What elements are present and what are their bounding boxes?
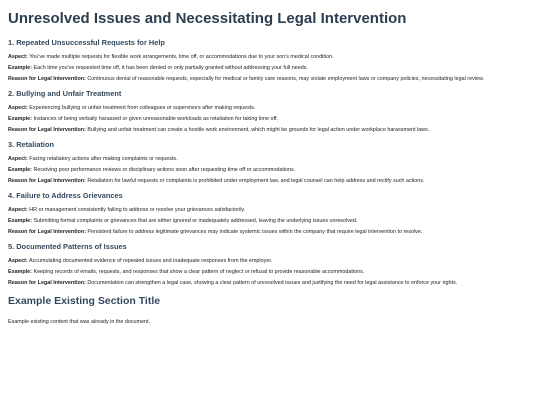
section-heading: 3. Retaliation [8, 140, 54, 149]
aspect-text: You've made multiple requests for flexible work arrangements, time off, or accommodations due to your son's medical condition. [29, 54, 334, 60]
aspect-text: Accumulating documented evidence of repeated issues and inadequate responses from the employer. [28, 258, 273, 264]
example-text: Receiving poor performance reviews or disciplinary actions soon after requesting time off or accommodations. [33, 167, 296, 173]
issue-section-2 [8, 89, 532, 134]
example-row [8, 217, 532, 225]
reason-text: Bullying and unfair treatment can create a hostile work environment, which might be grounds for legal action under workplace harassment laws. [87, 127, 430, 133]
aspect-label: Aspect: [8, 258, 28, 264]
example-text: Keeping records of emails, requests, and responses that show a clear pattern of neglect or refusal to provide reasonable accommodations. [33, 269, 365, 275]
aspect-label: Aspect: [8, 105, 28, 111]
aspect-row [8, 53, 532, 61]
existing-section-content: Example existing content that was already in the document. [8, 319, 151, 325]
reason-label: Reason for Legal Intervention: [8, 178, 86, 184]
aspect-text: Experiencing bullying or unfair treatment from colleagues or supervisors after making requests. [29, 105, 256, 111]
example-label: Example: [8, 269, 32, 275]
section-heading: 1. Repeated Unsuccessful Requests for Help [8, 38, 165, 47]
reason-label: Reason for Legal Intervention: [8, 229, 86, 235]
example-row [8, 166, 532, 174]
example-label: Example: [8, 65, 32, 71]
reason-text: Retaliation for lawful requests or complaints is prohibited under employment law, and legal counsel can help address and rectify such actions. [87, 178, 425, 184]
reason-text: Persistent failure to address legitimate grievances may indicate systemic issues within the company that require legal intervention to resolve. [87, 229, 423, 235]
aspect-row [8, 104, 532, 112]
reason-label: Reason for Legal Intervention: [8, 127, 86, 133]
reason-text: Documentation can strengthen a legal case, showing a clear pattern of unresolved issues and justifying the need for legal assistance to enforce your rights. [87, 280, 458, 286]
example-row [8, 268, 532, 276]
document-title: Unresolved Issues and Necessitating Legal Intervention [8, 10, 407, 27]
reason-text: Continuous denial of reasonable requests, especially for medical or family care reasons, may violate employment laws or company policies, necessitating legal review. [87, 76, 485, 82]
existing-section-heading: Example Existing Section Title [8, 295, 161, 307]
reason-label: Reason for Legal Intervention: [8, 280, 86, 286]
reason-row [8, 177, 532, 185]
reason-row [8, 75, 532, 83]
example-label: Example: [8, 218, 32, 224]
example-row [8, 64, 532, 72]
reason-row [8, 126, 532, 134]
section-heading: 2. Bullying and Unfair Treatment [8, 89, 122, 98]
issue-section-4 [8, 191, 532, 236]
issue-section-3 [8, 140, 532, 185]
aspect-row [8, 257, 532, 265]
section-heading: 5. Documented Patterns of Issues [8, 242, 127, 251]
aspect-label: Aspect: [8, 54, 28, 60]
aspect-row [8, 206, 532, 214]
aspect-text: HR or management consistently failing to address or resolve your grievances satisfactorily. [29, 207, 246, 213]
issue-section-1 [8, 38, 532, 83]
reason-row [8, 228, 532, 236]
aspect-label: Aspect: [8, 207, 28, 213]
example-text: Instances of being verbally harassed or given unreasonable workloads as retaliation for taking time off. [33, 116, 278, 122]
issue-section-5 [8, 242, 532, 287]
example-text: Submitting formal complaints or grievances that are either ignored or inadequately addressed, leaving the underlying issues unresolved. [33, 218, 358, 224]
aspect-text: Facing retaliatory actions after making complaints or requests. [29, 156, 178, 162]
example-label: Example: [8, 116, 32, 122]
example-label: Example: [8, 167, 32, 173]
reason-row [8, 279, 532, 287]
aspect-label: Aspect: [8, 156, 28, 162]
example-row [8, 115, 532, 123]
aspect-row [8, 155, 532, 163]
reason-label: Reason for Legal Intervention: [8, 76, 86, 82]
example-text: Each time you've requested time off, it has been denied or only partially granted without addressing your full needs. [33, 65, 308, 71]
section-heading: 4. Failure to Address Grievances [8, 191, 123, 200]
